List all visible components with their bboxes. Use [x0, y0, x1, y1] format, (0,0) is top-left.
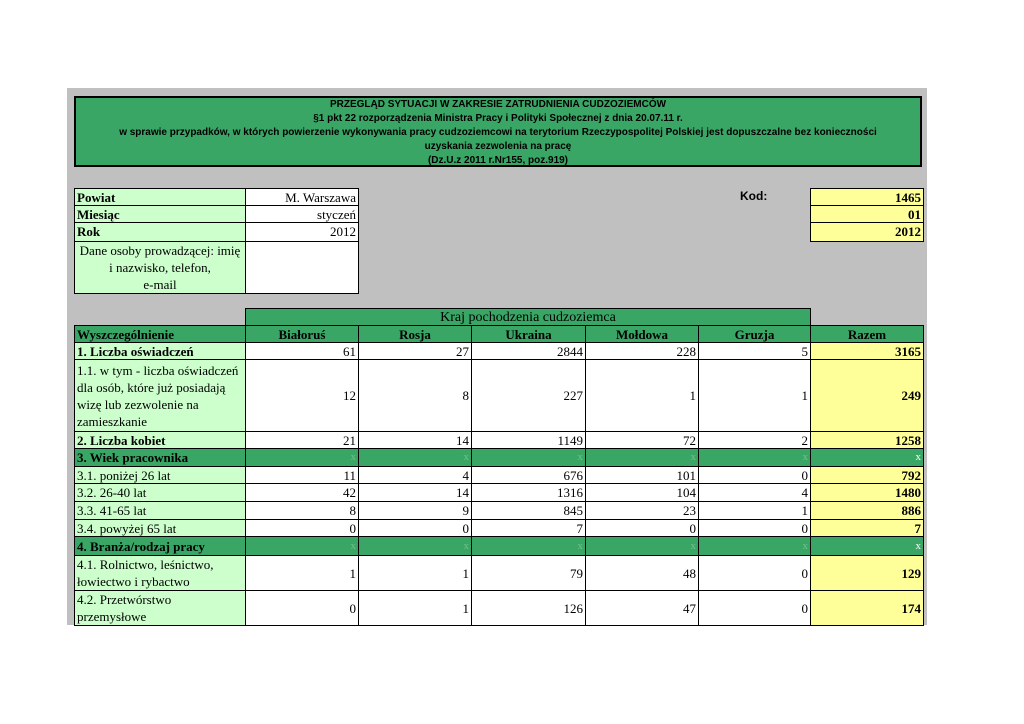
row-value-cell[interactable]: 4 [698, 483, 811, 502]
row-value-cell: x [245, 536, 359, 556]
row-value-cell[interactable]: 0 [585, 519, 699, 537]
row-total-cell[interactable]: 886 [810, 501, 924, 520]
kod-miesiac[interactable]: 01 [810, 205, 924, 223]
row-value-cell: x [471, 448, 586, 467]
row-value-cell[interactable]: 12 [245, 359, 359, 432]
row-value-cell[interactable]: 0 [245, 519, 359, 537]
row-value-cell[interactable]: 21 [245, 431, 359, 449]
header-line-3: w sprawie przypadków, w których powierzenie wykonywania pracy cudzoziemcowi na terytorium Rzeczypospolitej Polskiej jest dopuszczalne bez konieczności [119, 127, 877, 138]
row-label: 3.2. 26-40 lat [74, 483, 246, 502]
row-value-cell[interactable]: 47 [585, 590, 699, 626]
row-value-cell: x [358, 448, 472, 467]
row-value-cell[interactable]: 0 [698, 555, 811, 591]
row-value-cell[interactable]: 61 [245, 342, 359, 360]
row-total-cell[interactable]: 3165 [810, 342, 924, 360]
row-total-cell[interactable]: 1258 [810, 431, 924, 449]
row-value-cell[interactable]: 676 [471, 466, 586, 484]
row-value-cell[interactable]: 8 [245, 501, 359, 520]
row-label: 3.1. poniżej 26 lat [74, 466, 246, 484]
header-line-1: PRZEGLĄD SYTUACJI W ZAKRESIE ZATRUDNIENIA CUDZOZIEMCÓW [329, 99, 667, 110]
row-value-cell[interactable]: 1 [698, 359, 811, 432]
dane-osoby-label [74, 241, 246, 294]
row-value-cell[interactable]: 1 [245, 555, 359, 591]
row-label-line: dla osób, które już posiadają [77, 379, 226, 395]
row-label-line: wizę lub zezwolenie na [77, 396, 199, 412]
col-header-moldowa: Mołdowa [585, 325, 699, 343]
row-value-cell[interactable]: 48 [585, 555, 699, 591]
row-value-cell[interactable]: 8 [358, 359, 472, 432]
kod-label: Kod: [740, 189, 768, 203]
row-label [74, 590, 246, 626]
row-value-cell: x [585, 536, 699, 556]
row-value-cell[interactable]: 228 [585, 342, 699, 360]
row-value-cell[interactable]: 101 [585, 466, 699, 484]
row-value-cell[interactable]: 79 [471, 555, 586, 591]
rok-value[interactable]: 2012 [245, 222, 359, 242]
col-header-bialorus: Białoruś [245, 325, 359, 343]
row-total-cell: x [810, 536, 924, 556]
row-value-cell[interactable]: 1316 [471, 483, 586, 502]
miesiac-label: Miesiąc [74, 205, 246, 223]
group-header-kraj: Kraj pochodzenia cudzoziemca [245, 308, 811, 326]
row-value-cell[interactable]: 5 [698, 342, 811, 360]
row-value-cell[interactable]: 14 [358, 431, 472, 449]
powiat-label: Powiat [74, 188, 246, 206]
row-value-cell: x [471, 536, 586, 556]
row-label-line: 4.1. Rolnictwo, leśnictwo, [77, 557, 214, 572]
header-line-2: §1 pkt 22 rozporządzenia Ministra Pracy i Polityki Społecznej z dnia 20.07.11 r. [313, 113, 683, 124]
col-header-gruzja: Gruzja [698, 325, 811, 343]
row-value-cell[interactable]: 1 [585, 359, 699, 432]
row-value-cell[interactable]: 2844 [471, 342, 586, 360]
row-value-cell[interactable]: 0 [698, 466, 811, 484]
row-value-cell[interactable]: 1 [358, 555, 472, 591]
row-value-cell: x [698, 536, 811, 556]
row-value-cell: x [698, 448, 811, 467]
kod-rok[interactable]: 2012 [810, 222, 924, 242]
row-value-cell[interactable]: 14 [358, 483, 472, 502]
row-label [74, 555, 246, 591]
row-value-cell: x [585, 448, 699, 467]
row-label-line: łowiectwo i rybactwo [77, 574, 190, 589]
row-value-cell[interactable]: 227 [471, 359, 586, 432]
miesiac-value[interactable]: styczeń [245, 205, 359, 223]
row-value-cell[interactable]: 845 [471, 501, 586, 520]
row-value-cell: x [245, 448, 359, 467]
row-label-line: przemysłowe [77, 609, 147, 624]
row-total-cell[interactable]: 792 [810, 466, 924, 484]
row-value-cell[interactable]: 7 [471, 519, 586, 537]
dane-label-line-2: i nazwisko, telefon, [109, 260, 211, 275]
row-label: 3. Wiek pracownika [74, 448, 246, 467]
row-total-cell[interactable]: 129 [810, 555, 924, 591]
col-header-wyszczegolnienie: Wyszczególnienie [74, 325, 246, 343]
row-label: 1. Liczba oświadczeń [74, 342, 246, 360]
row-value-cell: x [358, 536, 472, 556]
row-label-line: 4.2. Przetwórstwo [77, 592, 172, 607]
header-line-4: uzyskania zezwolenia na pracę [424, 141, 572, 152]
row-value-cell[interactable]: 1 [698, 501, 811, 520]
col-header-rosja: Rosja [358, 325, 472, 343]
row-value-cell[interactable]: 2 [698, 431, 811, 449]
header-line-5: (Dz.U.z 2011 r.Nr155, poz.919) [427, 155, 569, 166]
dane-osoby-value[interactable] [245, 241, 359, 294]
dane-label-line-3: e-mail [143, 277, 177, 292]
row-value-cell[interactable]: 126 [471, 590, 586, 626]
row-label-line: zamieszkanie [77, 413, 148, 429]
row-label [74, 359, 246, 432]
row-label: 2. Liczba kobiet [74, 431, 246, 449]
powiat-value[interactable]: M. Warszawa [245, 188, 359, 206]
row-value-cell[interactable]: 0 [698, 590, 811, 626]
row-value-cell[interactable]: 1149 [471, 431, 586, 449]
row-value-cell[interactable]: 104 [585, 483, 699, 502]
row-value-cell[interactable]: 42 [245, 483, 359, 502]
row-value-cell[interactable]: 1 [358, 590, 472, 626]
row-value-cell[interactable]: 72 [585, 431, 699, 449]
row-label: 3.4. powyżej 65 lat [74, 519, 246, 537]
row-total-cell: x [810, 448, 924, 467]
row-label: 4. Branża/rodzaj pracy [74, 536, 246, 556]
col-header-ukraina: Ukraina [471, 325, 586, 343]
dane-label-line-1: Dane osoby prowadzącej: imię [79, 243, 241, 258]
row-value-cell[interactable]: 4 [358, 466, 472, 484]
kod-powiat[interactable]: 1465 [810, 188, 924, 206]
row-value-cell[interactable]: 23 [585, 501, 699, 520]
row-value-cell[interactable]: 0 [245, 590, 359, 626]
col-header-razem: Razem [810, 325, 924, 343]
row-value-cell[interactable]: 9 [358, 501, 472, 520]
row-label: 3.3. 41-65 lat [74, 501, 246, 520]
rok-label: Rok [74, 222, 246, 242]
row-value-cell[interactable]: 0 [698, 519, 811, 537]
row-value-cell[interactable]: 11 [245, 466, 359, 484]
report-header [74, 96, 922, 167]
row-total-cell[interactable]: 249 [810, 359, 924, 432]
row-label-line: 1.1. w tym - liczba oświadczeń [77, 362, 239, 378]
row-total-cell[interactable]: 1480 [810, 483, 924, 502]
row-total-cell[interactable]: 174 [810, 590, 924, 626]
row-total-cell[interactable]: 7 [810, 519, 924, 537]
row-value-cell[interactable]: 27 [358, 342, 472, 360]
row-value-cell[interactable]: 0 [358, 519, 472, 537]
